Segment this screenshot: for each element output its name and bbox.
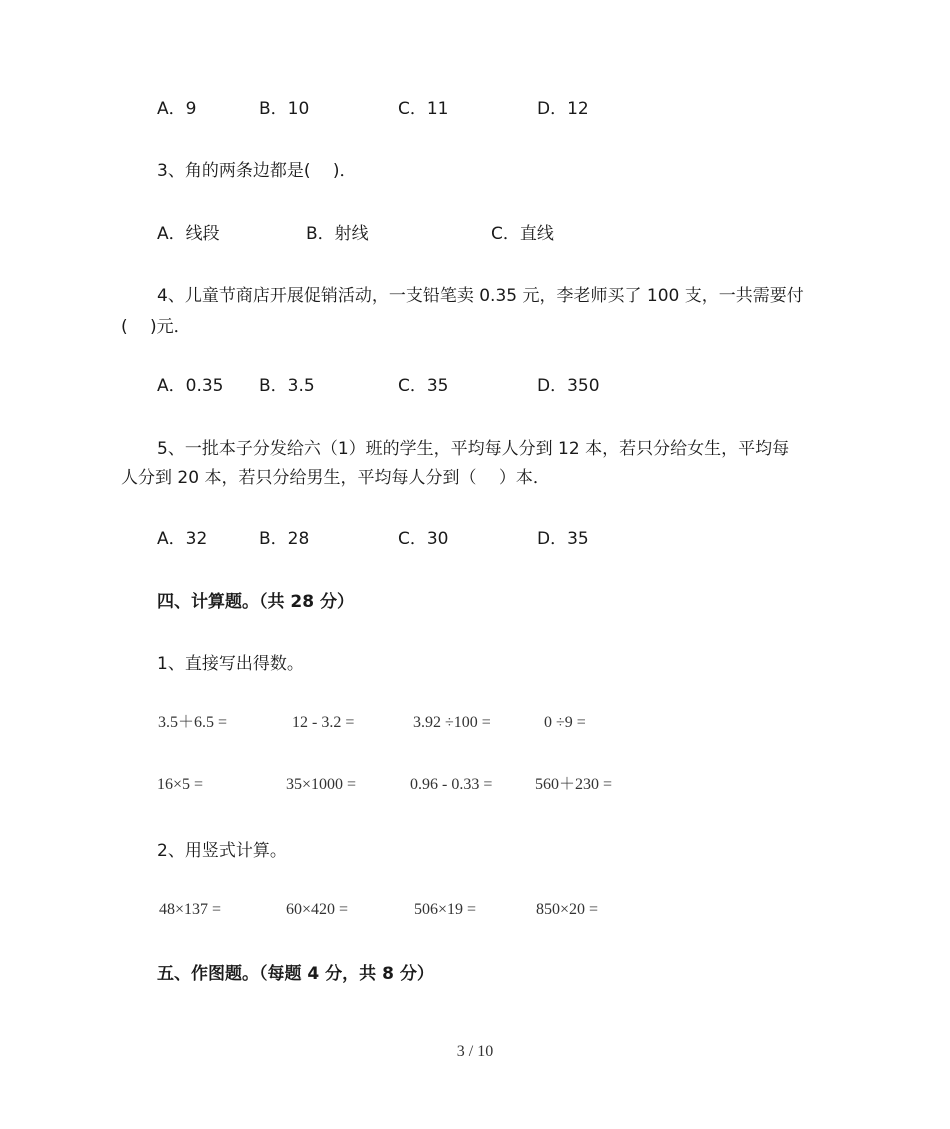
q4-option-d: D．350 — [537, 376, 600, 396]
calc-2-2: 35×1000 = — [286, 776, 357, 793]
calc-3-3: 506×19 = — [414, 901, 477, 918]
calc-3-1: 48×137 = — [159, 901, 222, 918]
q5-option-d: D．35 — [537, 529, 589, 549]
q3-text: 3、角的两条边都是( )． — [157, 161, 357, 181]
calc-1-1: 3.5＋6.5 = — [158, 714, 228, 731]
calc-1-4: 0 ÷9 = — [544, 714, 586, 731]
section4-sub2: 2、用竖式计算。 — [157, 841, 287, 861]
calc-2-4: 560＋230 = — [535, 776, 613, 793]
q3-option-a: A．线段 — [157, 224, 220, 244]
page-number: 3 / 10 — [456, 1043, 494, 1060]
section4-title: 四、计算题。（共 28 分） — [157, 592, 354, 612]
q5-line1: 5、一批本子分发给六（1）班的学生，平均每人分到 12 本，若只分给女生，平均每 — [157, 439, 790, 459]
q2-option-d: D．12 — [537, 99, 589, 119]
q5-option-a: A．32 — [157, 529, 208, 549]
q2-option-a: A．9 — [157, 99, 197, 119]
q4-option-a: A．0.35 — [157, 376, 224, 396]
calc-3-4: 850×20 = — [536, 901, 599, 918]
section5-title: 五、作图题。（每题 4 分，共 8 分） — [157, 964, 434, 984]
calc-2-3: 0.96 - 0.33 = — [410, 776, 493, 793]
q5-option-b: B．28 — [259, 529, 310, 549]
calc-2-1: 16×5 = — [157, 776, 204, 793]
q3-option-b: B．射线 — [306, 224, 369, 244]
q3-option-c: C．直线 — [491, 224, 554, 244]
q4-option-b: B．3.5 — [259, 376, 315, 396]
q2-option-b: B．10 — [259, 99, 310, 119]
q4-option-c: C．35 — [398, 376, 449, 396]
calc-1-2: 12 - 3.2 = — [292, 714, 355, 731]
q4-line1: 4、儿童节商店开展促销活动，一支铅笔卖 0.35 元，李老师买了 100 支，一共需要付 — [157, 286, 804, 306]
q4-line2: ( )元． — [121, 317, 191, 337]
q5-option-c: C．30 — [398, 529, 449, 549]
calc-1-3: 3.92 ÷100 = — [413, 714, 491, 731]
q2-option-c: C．11 — [398, 99, 449, 119]
calc-3-2: 60×420 = — [286, 901, 349, 918]
q5-line2: 人分到 20 本，若只分给男生，平均每人分到（ ）本． — [121, 468, 550, 488]
section4-sub1: 1、直接写出得数。 — [157, 654, 304, 674]
